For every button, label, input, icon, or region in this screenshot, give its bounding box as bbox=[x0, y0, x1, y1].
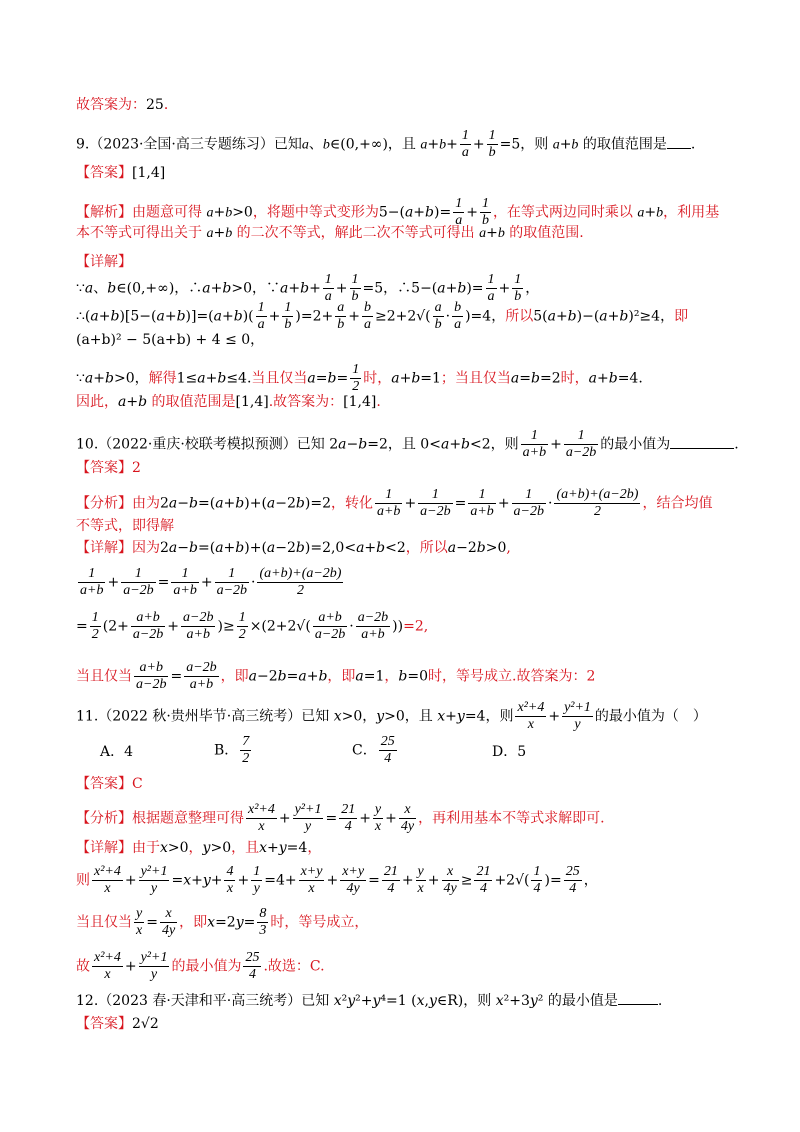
analysis-9-line2: 本不等式可得出关于 a+b 的二次不等式，解此二次不等式可得出 a+b 的取值范围. bbox=[76, 225, 584, 241]
detail-11-line3: 当且仅当 $\frac{y}{x}$ = $\frac{x}{4y}$ ，即x=2y= $\frac{8}{3}$ 时，等号成立， bbox=[76, 906, 369, 938]
detail-11-line1: 【详解】由于x>0，y>0，且x+y=4， bbox=[76, 840, 322, 856]
question-10: 10.（2022·重庆·校联考模拟预测）已知 2a−b=2，且 0<a+b<2，则 $\frac{1}{a+b}$ + $\frac{1}{a-2b}$ 的最小值为 . bbox=[76, 428, 739, 460]
x9a-text: 【详解】 bbox=[76, 254, 132, 270]
analysis-11: 【分析】根据题意整理可得 $\frac{\text{x²+4}}{x}$ + $\frac{\text{y²+1}}{y}$ = $\frac{21}{4}$ + $\frac{y}{x}$ + $\frac{x}{4y}$ ，再利用基本不等式求解即可. bbox=[76, 802, 605, 834]
detail-10-line1: 【详解】因为2a−b=(a+b)+(a−2b)=2,0<a+b<2，所以a−2b>0, bbox=[76, 540, 511, 556]
detail-9-line1: ∵a、b∈(0,+∞)，∴a+b>0，∵a+b+ $\frac{1}{a}$ + $\frac{1}{b}$ =5，∴5−(a+b)= $\frac{1}{a}$ + $\frac{1}{b}$ ， bbox=[76, 272, 540, 304]
answer-11 bbox=[76, 774, 736, 794]
a10-text: 【答案】2 bbox=[76, 460, 141, 476]
detail-9-line3 bbox=[76, 330, 736, 350]
detail-10-line2: $\frac{1}{a+b}$ + $\frac{1}{a-2b}$ = $\frac{1}{a+b}$ + $\frac{1}{a-2b}$ · $\frac{(a+b)+(a-2b)}{2}$ bbox=[80, 566, 342, 598]
option-d-label: D．5 bbox=[492, 744, 527, 760]
detail-9-line4: ∵a+b>0，解得1≤a+b≤4.当且仅当a=b= $\frac{1}{2}$ 时，a+b=1；当且仅当a=b=2时，a+b=4. bbox=[76, 362, 643, 394]
analysis-9-line1: 【解析】由题意可得 a+b>0，将题中等式变形为5−(a+b)= $\frac{1}{a}$ + $\frac{1}{b}$ ，在等式两边同时乘以 a+b，利用基 bbox=[76, 196, 720, 228]
detail-11-line4: 故 $\frac{\text{x²+4}}{x}$ + $\frac{\text{y²+1}}{y}$ 的最小值为 $\frac{25}{4}$ .故选：C. bbox=[76, 950, 325, 982]
option-a-label: A．4 bbox=[100, 744, 134, 760]
option-d[interactable] bbox=[492, 742, 526, 762]
x9d-text: (a+b)² − 5(a+b) + 4 ≤ 0， bbox=[76, 332, 265, 348]
detail-10-line3: = $\frac{1}{2}$ (2+ $\frac{a+b}{a-2b}$ + $\frac{a-2b}{a+b}$ )≥ $\frac{1}{2}$ ×(2+2√( $\frac{a+b}{a-2b}$ · $\frac{a-2b}{a+b}$ ))=2, bbox=[76, 610, 429, 642]
analysis-10-line1: 【分析】由为2a−b=(a+b)+(a−2b)=2，转化 $\frac{1}{a+b}$ + $\frac{1}{a-2b}$ = $\frac{1}{a+b}$ + $\frac{1}{a-2b}$ · $\frac{(a+b)+(a-2b)}{2}$ ，结合均值 bbox=[76, 487, 713, 519]
question-11: 11.（2022 秋·贵州毕节·高三统考）已知 x>0，y>0，且 x+y=4，则 $\frac{\text{x²+4}}{x}$ + $\frac{\text{y²+1}}{y}$ 的最小值为（ ） bbox=[76, 700, 707, 732]
f10b-text: 不等式，即得解 bbox=[76, 518, 174, 534]
option-b[interactable]: B． $\frac{7}{2}$ bbox=[214, 734, 250, 766]
question-9: 9.（2023·全国·高三专题练习）已知a、b∈(0,+∞)，且 a+b+ $\frac{1}{a}$ + $\frac{1}{b}$ =5，则 a+b 的取值范围是 . bbox=[76, 128, 696, 160]
detail-11-line2: 则 $\frac{\text{x²+4}}{x}$ + $\frac{\text{y²+1}}{y}$ =x+y+ $\frac{4}{x}$ + $\frac{1}{y}$ =4+ $\frac{x+y}{x}$ + $\frac{x+y}{4y}$ = $\frac{21}{4}$ + $\frac{y}{x}$ + $\frac{x}{4y}$ ≥ $\frac{21}{4}$ +2√( $\frac{1}{4}$ )= $\frac{25}{4}$ ， bbox=[76, 864, 598, 896]
a11-text: 【答案】C bbox=[76, 776, 143, 792]
option-c[interactable]: C． $\frac{25}{4}$ bbox=[352, 734, 395, 766]
answer-12: 【答案】2√2 bbox=[76, 1016, 159, 1032]
question-12: 12.（2023 春·天津和平·高三统考）已知 x²y²+y⁴=1 (x,y∈R)，则 x²+3y² 的最小值是 . bbox=[76, 990, 736, 1011]
detail-9-line2: ∴(a+b)[5−(a+b)]=(a+b)( $\frac{1}{a}$ + $\frac{1}{b}$ )=2+ $\frac{a}{b}$ + $\frac{b}{a}$ ≥2+2√( $\frac{a}{b}$ · $\frac{b}{a}$ )=4，所以5(a+b)−(a+b)²≥4，即 bbox=[76, 300, 689, 332]
detail-10-line4: 当且仅当 $\frac{a+b}{a-2b}$ = $\frac{a-2b}{a+b}$ ，即a−2b=a+b，即a=1，b=0时，等号成立.故答案为：2 bbox=[76, 660, 596, 692]
detail-9-header bbox=[76, 252, 736, 272]
analysis-10-line2 bbox=[76, 516, 736, 536]
option-a[interactable] bbox=[100, 742, 133, 762]
answer-10 bbox=[76, 458, 736, 478]
detail-9-line5: 因此，a+b 的取值范围是[1,4].故答案为：[1,4]. bbox=[76, 394, 381, 410]
prev-answer-line: 故答案为：25． bbox=[76, 97, 178, 113]
answer-9: 【答案】[1,4] bbox=[76, 165, 166, 181]
